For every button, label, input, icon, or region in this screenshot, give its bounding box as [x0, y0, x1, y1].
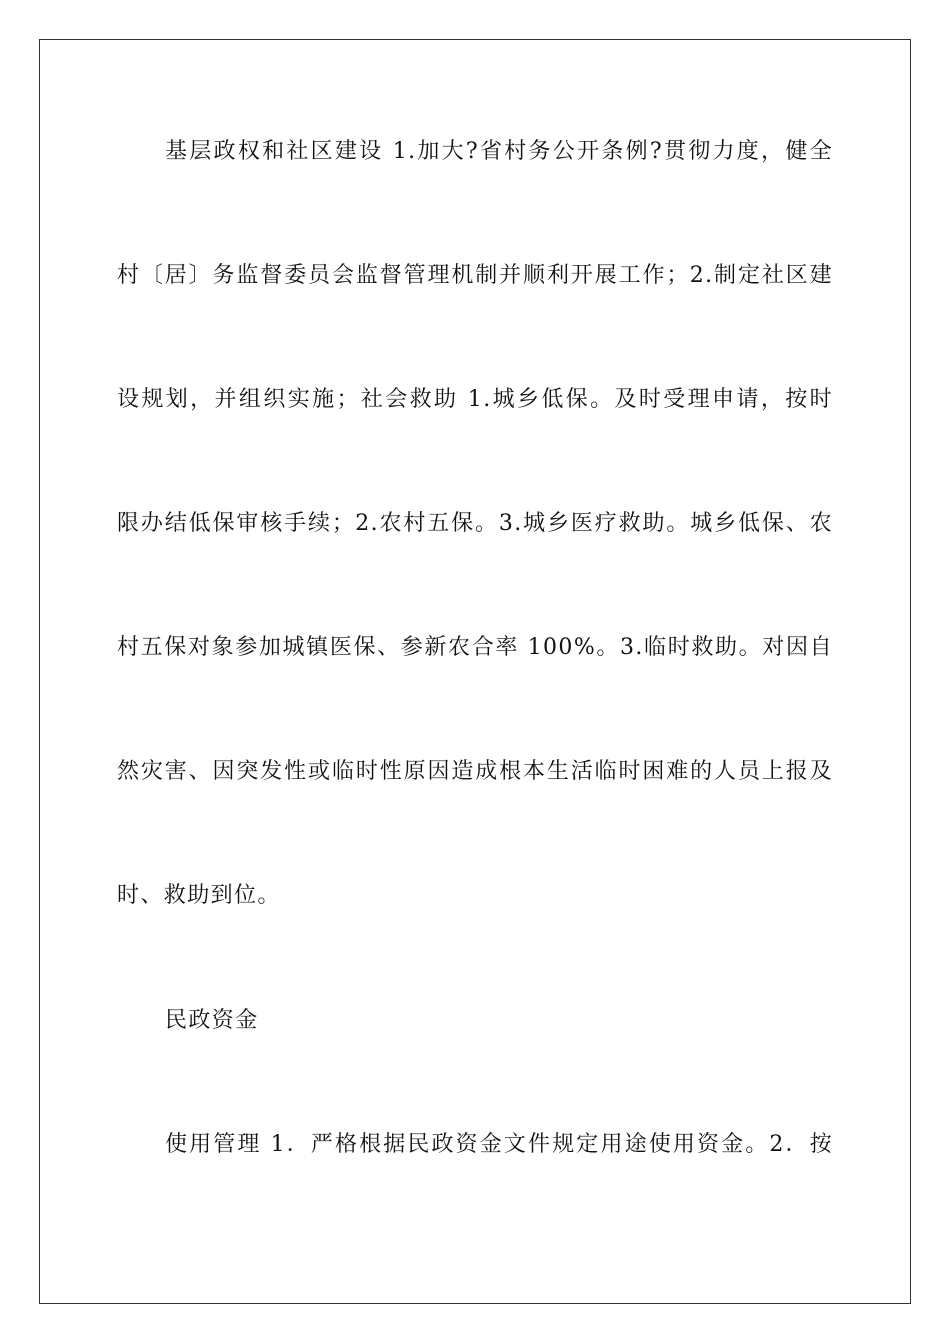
paragraph-line: 限办结低保审核手续；2.农村五保。3.城乡医疗救助。城乡低保、农: [117, 511, 833, 536]
paragraph-line: 设规划，并组织实施；社会救助 1.城乡低保。及时受理申请，按时: [117, 387, 833, 412]
page-border: [39, 39, 911, 1304]
paragraph-line: 基层政权和社区建设 1.加大?省村务公开条例?贯彻力度，健全: [165, 139, 833, 164]
paragraph-line: 使用管理 1．严格根据民政资金文件规定用途使用资金。2．按: [165, 1132, 833, 1157]
paragraph-line: 时、救助到位。: [117, 883, 281, 908]
paragraph-line: 然灾害、因突发性或临时性原因造成根本生活临时困难的人员上报及: [117, 759, 833, 784]
section-heading: 民政资金: [165, 1008, 259, 1033]
paragraph-line: 村五保对象参加城镇医保、参新农合率 100%。3.临时救助。对因自: [117, 635, 833, 660]
paragraph-line: 村〔居〕务监督委员会监督管理机制并顺利开展工作；2.制定社区建: [117, 263, 833, 288]
